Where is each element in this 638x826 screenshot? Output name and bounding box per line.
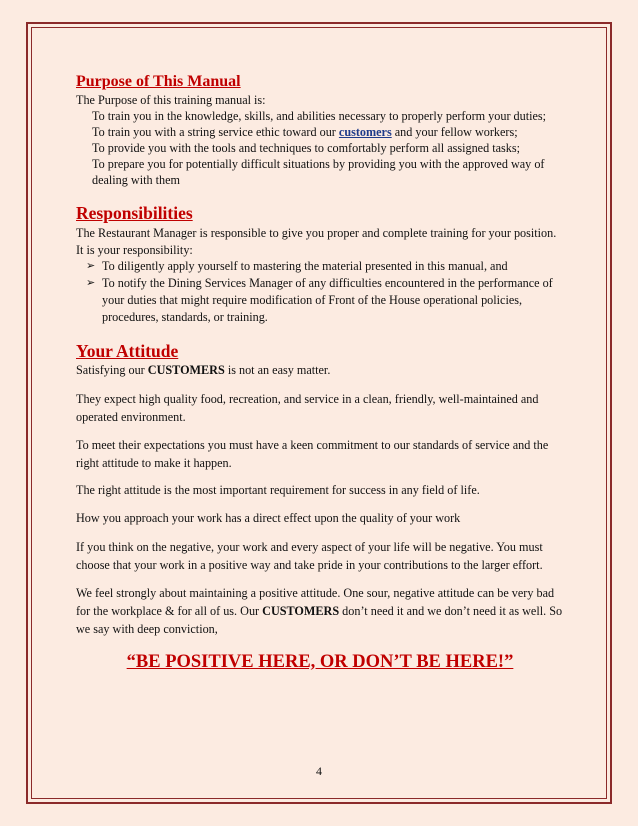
- purpose-intro: The Purpose of this training manual is:: [76, 93, 266, 107]
- customers-highlight: customers: [338, 125, 392, 139]
- purpose-list: [76, 108, 564, 188]
- purpose-item: To provide you with the tools and techniques to comfortably perform all assigned tasks;: [92, 141, 520, 155]
- attitude-paragraph: To meet their expectations you must have a keen commitment to our standards of service and the right attitude to make it happen.: [76, 438, 549, 470]
- arrow-bullet-icon: ➢: [86, 277, 96, 289]
- arrow-bullet-icon: ➢: [86, 260, 96, 272]
- slogan: “BE POSITIVE HERE, OR DON’T BE HERE!”: [126, 652, 514, 672]
- purpose-item: To train you with a string service ethic toward our customers and your fellow workers;: [92, 125, 518, 139]
- responsibilities-text: The Restaurant Manager is responsible to give you proper and complete training for your position.: [76, 226, 557, 240]
- attitude-paragraph: The right attitude is the most important requirement for success in any field of life.: [76, 483, 480, 497]
- attitude-paragraph: If you think on the negative, your work and every aspect of your life will be negative. You must choose that your work in a positive way and take pride in your contributions to the larger effort.: [76, 540, 543, 572]
- list-item: ➢ To notify the Dining Services Manager of any difficulties encountered in the performance of your duties that might require modification of Front of the House operational policies, procedures, standards, or training.: [86, 276, 553, 324]
- page-number: 4: [316, 764, 322, 778]
- attitude-paragraph: They expect high quality food, recreation, and service in a clean, friendly, well-maintained and operated environment.: [76, 392, 539, 424]
- purpose-item: To prepare you for potentially difficult situations by providing you with the approved way of dealing with them: [92, 157, 545, 187]
- responsibilities-bullets: [76, 258, 564, 326]
- responsibilities-text: It is your responsibility:: [76, 243, 193, 257]
- responsibilities-heading: Responsibilities: [76, 203, 193, 223]
- purpose-item: To train you in the knowledge, skills, and abilities necessary to properly perform your duties;: [92, 109, 547, 123]
- attitude-paragraph: We feel strongly about maintaining a positive attitude. One sour, negative attitude can be very bad for the workplace & for all of us. Our CUSTOMERS don’t need it and we don’t need it as well. So we say with deep conviction,: [76, 586, 563, 636]
- attitude-heading: Your Attitude: [76, 341, 179, 361]
- attitude-paragraph: How you approach your work has a direct effect upon the quality of your work: [76, 511, 461, 525]
- purpose-heading: Purpose of This Manual: [76, 73, 241, 90]
- document-body: [76, 72, 564, 674]
- attitude-paragraph: Satisfying our CUSTOMERS is not an easy matter.: [76, 363, 331, 377]
- list-item: ➢ To diligently apply yourself to mastering the material presented in this manual, and: [86, 259, 508, 273]
